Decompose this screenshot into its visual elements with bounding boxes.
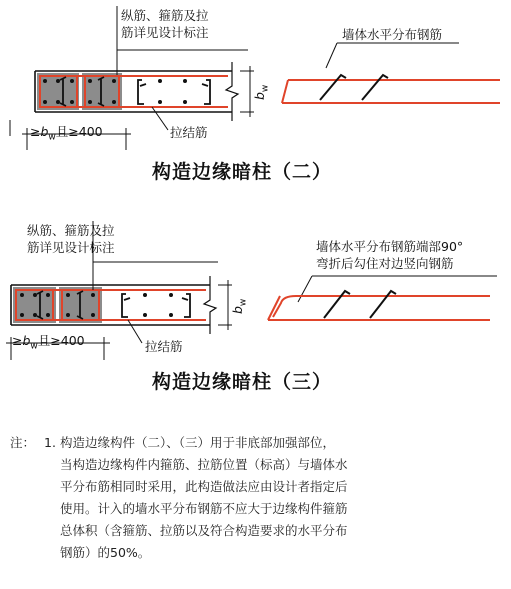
notes-line-5: 总体积（含箍筋、拉筋以及符合构造要求的水平分布 (60, 523, 348, 538)
notes-line-6: 钢筋）的50%。 (60, 545, 151, 560)
fig2-dim-width-label (30, 126, 103, 143)
fig3-dim-thickness-sub: w (238, 298, 249, 307)
fig3-caption: 构造边缘暗柱（三） (152, 371, 333, 393)
fig3-dim-thickness-var: b (230, 306, 245, 314)
notes-line-3: 平分布筋相同时采用，此构造做法应由设计者指定后 (60, 479, 348, 494)
fig3-dim-width-var: b (22, 333, 31, 348)
fig3-label-wall-rebar-line2: 弯折后勾住对边竖向钢筋 (316, 256, 454, 271)
fig3-label-wall-rebar-line1: 墙体水平分布钢筋端部90° (316, 239, 464, 254)
fig2-label-rebar-detail (121, 7, 209, 41)
wall-rebar-hooks-2 (320, 75, 388, 100)
boundary3-cell-1 (13, 287, 56, 323)
notes-line-1: 构造边缘构件（二）、（三）用于非底部加强部位， (60, 435, 336, 450)
fig2-dim-width-suffix: 且≥400 (55, 124, 103, 139)
boundary-cell-1 (37, 73, 79, 110)
notes-item-number: 1. (44, 435, 56, 450)
fig2-dim-thickness-sub: w (260, 84, 271, 93)
fig2-dim-thickness-label (254, 85, 271, 100)
wall-rebar-detail-2 (282, 80, 500, 103)
notes-line-2: 当构造边缘构件内箍筋、拉筋位置（标高）与墙体水 (60, 457, 348, 472)
fig3-label-rebar-detail-line1: 纵筋、箍筋及拉 (27, 223, 115, 238)
fig3-dim-width-sub: w (30, 341, 38, 352)
fig2-dim-width-prefix: ≥ (30, 124, 41, 139)
fig3-label-rebar-detail-line2: 筋详见设计标注 (27, 240, 115, 255)
notes-line-4: 使用。计入的墙水平分布钢筋不应大于边缘构件箍筋 (60, 501, 348, 516)
fig3-label-rebar-detail (27, 222, 115, 256)
leader-wall-rebar (326, 43, 337, 68)
fig2-label-wall-rebar: 墙体水平分布钢筋 (342, 27, 443, 42)
fig2-label-rebar-detail-line2: 筋详见设计标注 (121, 25, 209, 40)
fig3-label-wall-rebar (316, 238, 463, 272)
fig2-dim-width-var: b (40, 124, 49, 139)
fig2-caption: 构造边缘暗柱（二） (152, 161, 333, 183)
fig3-dim-thickness-label (232, 299, 249, 314)
leader3-wall-rebar (298, 276, 312, 302)
fig3-dim-width-label (12, 335, 85, 352)
notes-prefix: 注： (10, 435, 36, 450)
fig3-dim-width-prefix: ≥ (12, 333, 23, 348)
fig2-label-tie-bar: 拉结筋 (170, 125, 208, 140)
leader-tie-bar (152, 107, 168, 130)
fig2-label-rebar-detail-line1: 纵筋、箍筋及拉 (121, 8, 209, 23)
fig3-label-tie-bar: 拉结筋 (145, 339, 183, 354)
fig2-dim-width-sub: w (48, 132, 56, 143)
leader3-tie-bar (128, 320, 142, 343)
fig2-dim-thickness-var: b (252, 92, 267, 100)
fig3-dim-width-suffix: 且≥400 (37, 333, 85, 348)
